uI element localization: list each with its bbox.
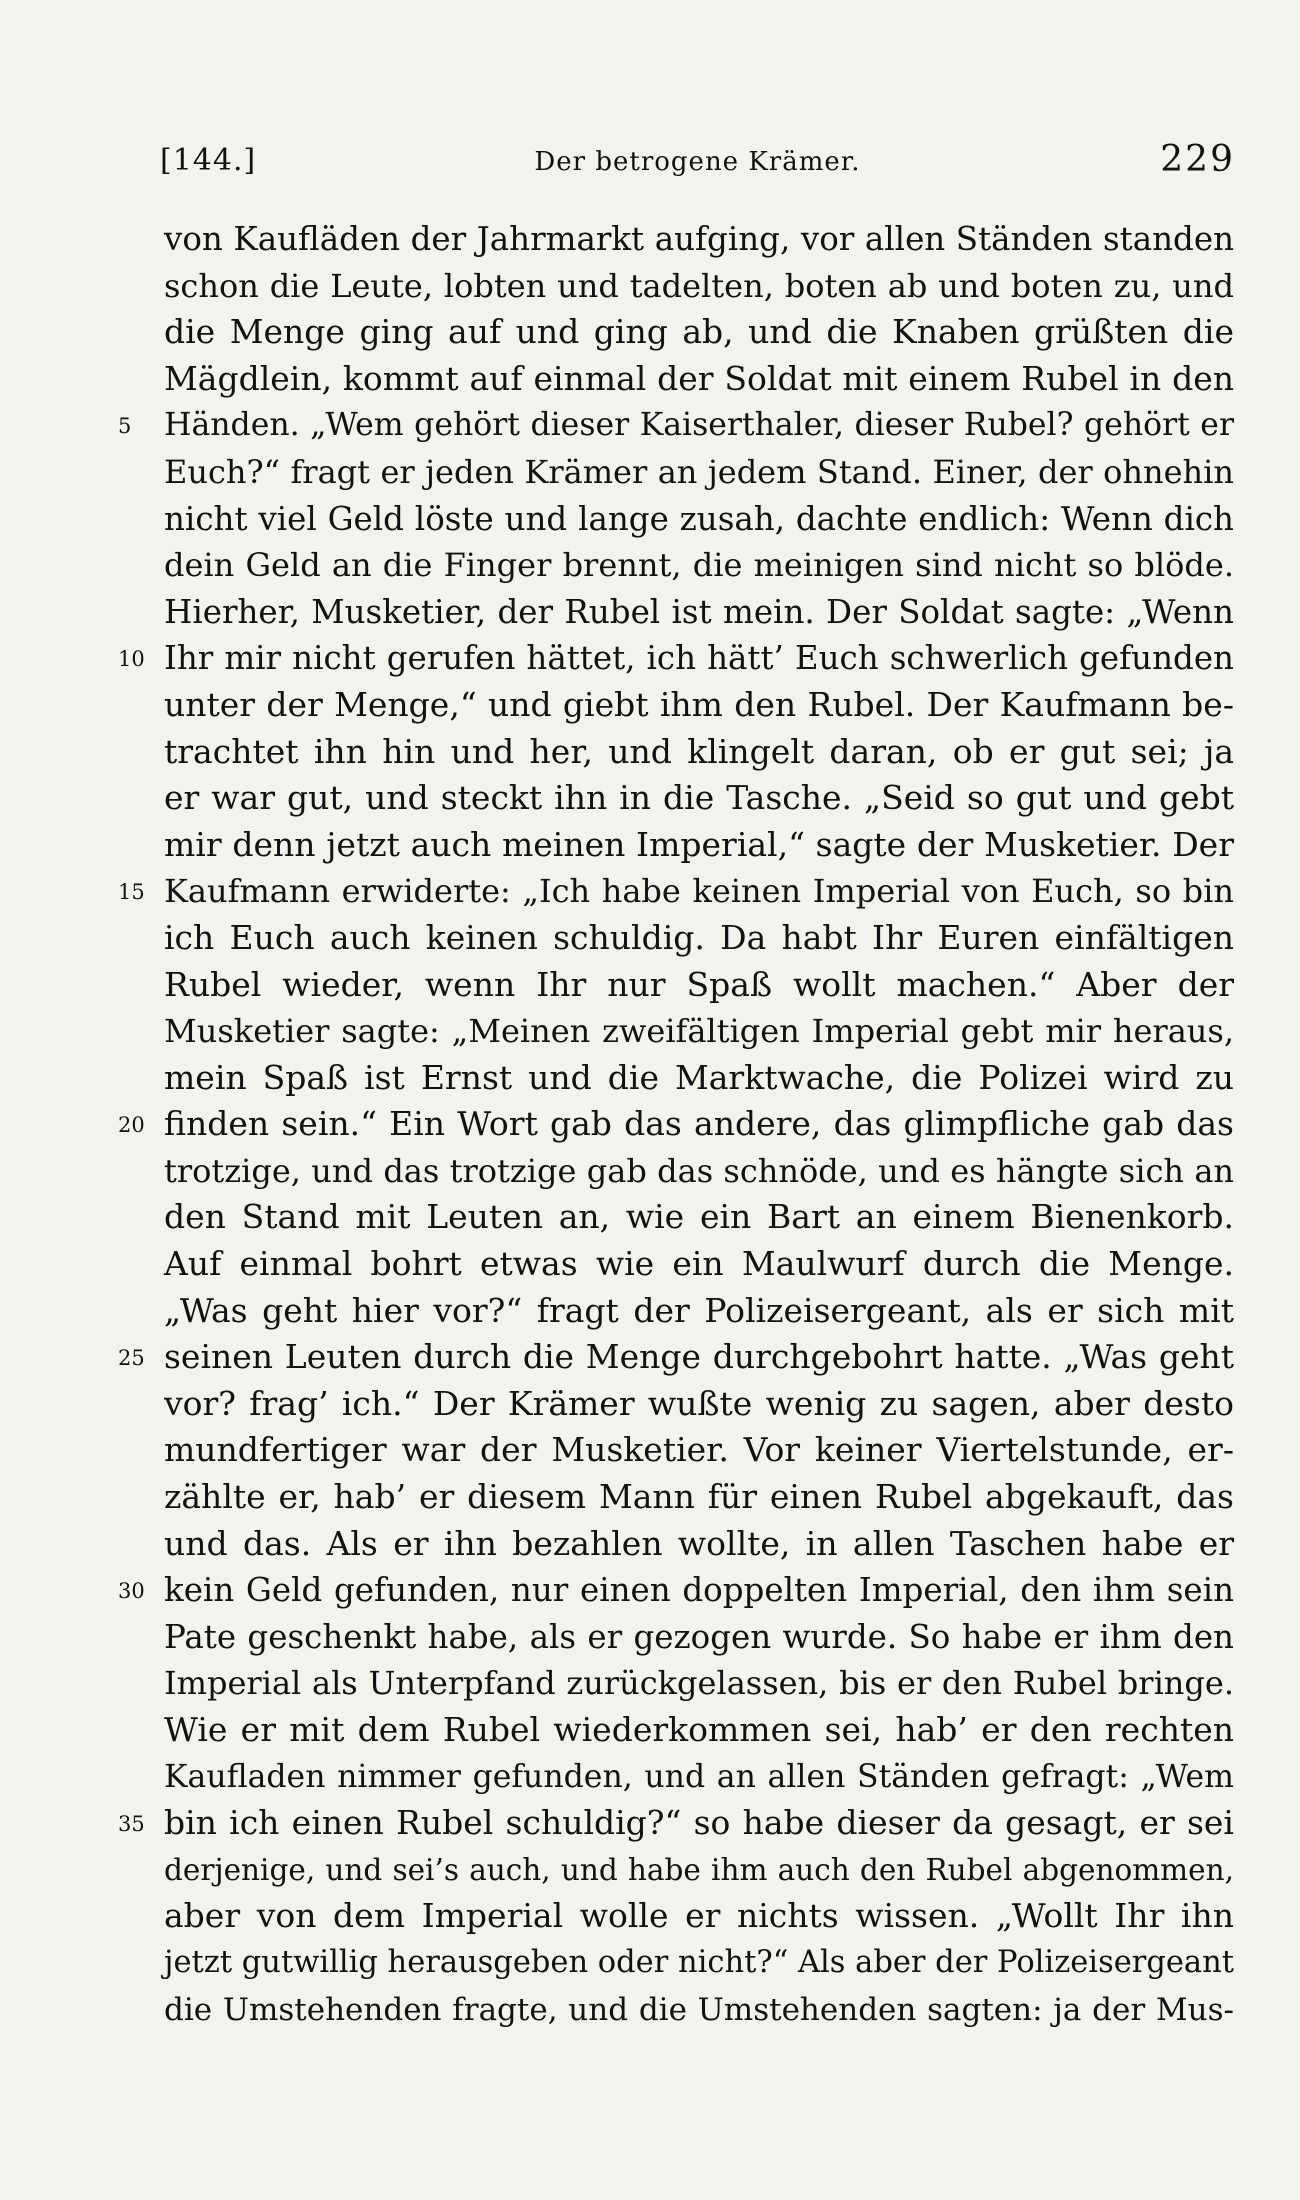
line-text: Hierher, Musketier, der Rubel ist mein. Der Soldat sagte: „Wenn <box>164 592 1234 631</box>
line-text: derjenige, und sei’s auch, und habe ihm auch den Rubel abgenommen, <box>164 1852 1234 1887</box>
text-line <box>118 1334 1234 1381</box>
text-line <box>164 1288 1234 1335</box>
line-text: jetzt gutwillig herausgeben oder nicht?“ Als aber der Polizeisergeant <box>164 1944 1235 1980</box>
text-line <box>164 1148 1234 1195</box>
line-text: Mägdlein, kommt auf einmal der Soldat mit einem Rubel in den <box>164 358 1234 398</box>
text-line <box>164 1847 1234 1894</box>
text-line <box>164 216 1234 263</box>
line-text: aber von dem Imperial wolle er nichts wissen. „Wollt Ihr ihn <box>164 1896 1234 1936</box>
line-number: 30 <box>118 1579 145 1604</box>
text-line <box>164 496 1234 543</box>
line-text: Musketier sagte: „Meinen zweifältigen Imperial gebt mir heraus, <box>164 1012 1234 1051</box>
line-text: trachtet ihn hin und her, und klingelt daran, ob er gut sei; ja <box>164 731 1234 771</box>
line-text: kein Geld gefunden, nur einen doppelten Imperial, den ihm sein <box>164 1571 1234 1610</box>
text-line <box>164 356 1234 403</box>
line-number: 20 <box>118 1113 145 1138</box>
text-line <box>164 1614 1234 1661</box>
line-text: von Kaufläden der Jahrmarkt aufging, vor allen Ständen standen <box>164 220 1234 258</box>
text-line <box>118 868 1234 915</box>
text-line <box>164 1893 1234 1940</box>
line-text: Ihr mir nicht gerufen hättet, ich hätt’ Euch schwerlich gefunden <box>164 639 1234 678</box>
line-text: Auf einmal bohrt etwas wie ein Maulwurf durch die Menge. <box>164 1244 1234 1284</box>
text-line <box>164 822 1234 869</box>
line-text: schon die Leute, lobten und tadelten, boten ab und boten zu, und <box>164 266 1234 305</box>
text-line <box>118 1101 1234 1148</box>
line-text: mundfertiger war der Musketier. Vor keiner Viertelstunde, er- <box>164 1430 1234 1470</box>
line-text: bin ich einen Rubel schuldig?“ so habe dieser da gesagt, er sei <box>164 1803 1234 1843</box>
line-number: 5 <box>118 414 132 439</box>
text-line <box>164 1381 1234 1428</box>
text-line <box>164 1987 1234 2034</box>
line-number: 15 <box>118 880 145 905</box>
line-text: zählte er, hab’ er diesem Mann für einen Rubel abgekauft, das <box>164 1477 1234 1517</box>
text-line <box>118 635 1234 682</box>
line-text: Kaufladen nimmer gefunden, und an allen Ständen gefragt: „Wem <box>164 1758 1234 1795</box>
line-text: Pate geschenkt habe, als er gezogen wurde. So habe er ihm den <box>164 1617 1234 1656</box>
line-number: 25 <box>118 1346 145 1371</box>
text-line <box>118 1800 1234 1847</box>
line-text: mir denn jetzt auch meinen Imperial,“ sagte der Musketier. Der <box>164 824 1234 864</box>
text-line <box>164 1008 1234 1055</box>
line-text: nicht viel Geld löste und lange zusah, dachte endlich: Wenn dich <box>164 499 1234 538</box>
body-text <box>118 216 1235 2033</box>
line-number: 35 <box>118 1812 145 1837</box>
line-text: dein Geld an die Finger brennt, die meinigen sind nicht so blöde. <box>164 546 1234 585</box>
line-text: trotzige, und das trotzige gab das schnöde, und es hängte sich an <box>164 1151 1234 1190</box>
text-line <box>164 263 1234 310</box>
text-line <box>118 1567 1234 1614</box>
text-line <box>118 402 1234 449</box>
text-line <box>164 1241 1234 1288</box>
text-line <box>164 1940 1234 1987</box>
line-text: finden sein.“ Ein Wort gab das andere, das glimpfliche gab das <box>164 1104 1234 1144</box>
page-number: 229 <box>1160 139 1235 180</box>
line-text: er war gut, und steckt ihn in die Tasche. „Seid so gut und gebt <box>164 778 1234 818</box>
text-line <box>164 589 1234 636</box>
text-line <box>164 1194 1234 1241</box>
text-line <box>164 542 1234 589</box>
text-line <box>164 682 1234 729</box>
line-text: Wie er mit dem Rubel wiederkommen sei, hab’ er den rechten <box>164 1710 1234 1749</box>
chapter-title: Der betrogene Krämer. <box>534 147 861 177</box>
line-text: und das. Als er ihn bezahlen wollte, in allen Taschen habe er <box>164 1523 1234 1563</box>
line-number: 10 <box>118 647 145 672</box>
line-text: Euch?“ fragt er jeden Krämer an jedem Stand. Einer, der ohnehin <box>164 452 1234 491</box>
line-text: Kaufmann erwiderte: „Ich habe keinen Imperial von Euch, so bin <box>164 872 1234 911</box>
line-text: die Menge ging auf und ging ab, und die Knaben grüßten die <box>164 312 1234 352</box>
text-line <box>164 1707 1234 1754</box>
line-text: die Umstehenden fragte, und die Umstehenden sagten: ja der Mus- <box>164 1991 1234 2028</box>
text-line <box>164 962 1234 1009</box>
line-text: Imperial als Unterpfand zurückgelassen, bis er den Rubel bringe. <box>164 1664 1234 1703</box>
line-text: Händen. „Wem gehört dieser Kaiserthaler, dieser Rubel? gehört er <box>164 407 1234 444</box>
text-line <box>164 1427 1234 1474</box>
line-text: „Was geht hier vor?“ fragt der Polizeisergeant, als er sich mit <box>164 1290 1234 1330</box>
line-text: den Stand mit Leuten an, wie ein Bart an einem Bienenkorb. <box>164 1197 1234 1237</box>
text-line <box>164 1521 1234 1568</box>
line-text: mein Spaß ist Ernst und die Marktwache, die Polizei wird zu <box>164 1057 1234 1097</box>
text-line <box>164 449 1234 496</box>
text-line <box>164 775 1234 822</box>
text-line <box>164 1754 1234 1801</box>
text-line <box>164 729 1234 776</box>
text-line <box>164 915 1234 962</box>
text-line <box>164 309 1234 356</box>
text-line <box>164 1660 1234 1707</box>
line-text: vor? frag’ ich.“ Der Krämer wußte wenig zu sagen, aber desto <box>164 1383 1234 1423</box>
running-head <box>160 135 1235 185</box>
line-text: unter der Menge,“ und giebt ihm den Rubel. Der Kaufmann be- <box>164 684 1234 724</box>
line-text: ich Euch auch keinen schuldig. Da habt Ihr Euren einfältigen <box>164 917 1234 957</box>
text-line <box>164 1055 1234 1102</box>
text-line <box>164 1474 1234 1521</box>
page-reference: [144.] <box>160 143 257 178</box>
line-text: Rubel wieder, wenn Ihr nur Spaß wollt machen.“ Aber der <box>164 964 1234 1004</box>
line-text: seinen Leuten durch die Menge durchgebohrt hatte. „Was geht <box>164 1337 1234 1377</box>
